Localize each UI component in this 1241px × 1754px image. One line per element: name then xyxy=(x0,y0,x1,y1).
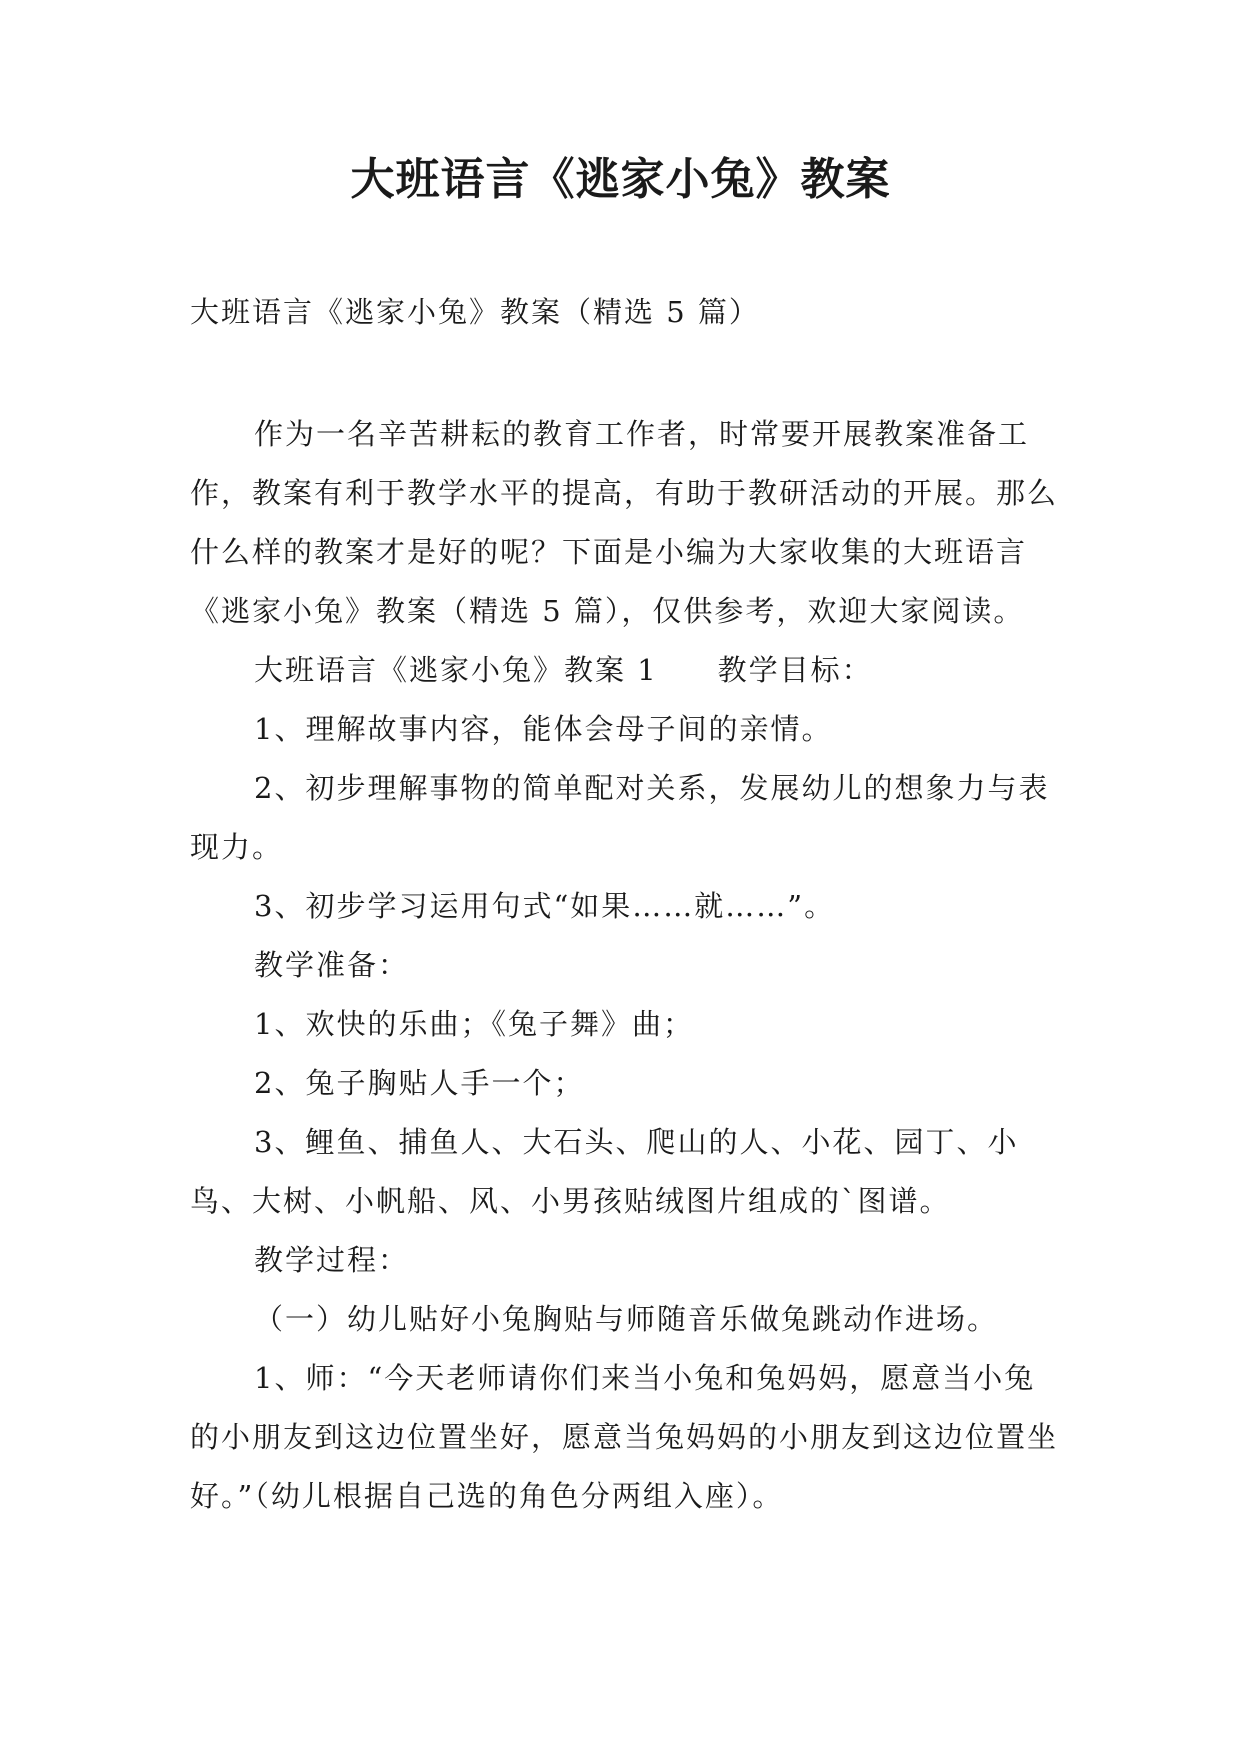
prep-item: 3、鲤鱼、捕鱼人、大石头、爬山的人、小花、园丁、小鸟、大树、小帆船、风、小男孩贴绒图片组成的`图谱。 xyxy=(190,1125,1019,1218)
document-subtitle: 大班语言《逃家小兔》教案（精选 5 篇） xyxy=(190,295,760,329)
prep-item: 1、欢快的乐曲；《兔子舞》曲； xyxy=(254,1007,694,1041)
goals-label: 教学目标： xyxy=(717,653,873,687)
process-label: 教学过程： xyxy=(254,1243,410,1277)
prep-label: 教学准备： xyxy=(254,948,410,982)
goal-item: 1、理解故事内容，能体会母子间的亲情。 xyxy=(254,712,833,746)
prep-item: 2、兔子胸贴人手一个； xyxy=(254,1066,585,1100)
process-item: 1、师：“今天老师请你们来当小兔和兔妈妈，愿意当小兔的小朋友到这边位置坐好，愿意当兔妈妈的小朋友到这边位置坐好。”（幼儿根据自己选的角色分两组入座）。 xyxy=(190,1361,1059,1513)
document-body xyxy=(190,405,1060,1526)
section-heading-line xyxy=(190,641,1060,700)
section-heading: 大班语言《逃家小兔》教案 1 xyxy=(254,653,658,687)
intro-paragraph: 作为一名辛苦耕耘的教育工作者，时常要开展教案准备工作，教案有利于教学水平的提高，有助于教研活动的开展。那么什么样的教案才是好的呢？下面是小编为大家收集的大班语言《逃家小兔》教案（精选 5 篇），仅供参考，欢迎大家阅读。 xyxy=(190,417,1059,628)
document-title: 大班语言《逃家小兔》教案 xyxy=(350,154,891,205)
goal-item: 2、初步理解事物的简单配对关系，发展幼儿的想象力与表现力。 xyxy=(190,771,1050,864)
process-item: （一）幼儿贴好小兔胸贴与师随音乐做兔跳动作进场。 xyxy=(254,1302,999,1336)
goal-item: 3、初步学习运用句式“如果……就……”。 xyxy=(254,889,836,923)
